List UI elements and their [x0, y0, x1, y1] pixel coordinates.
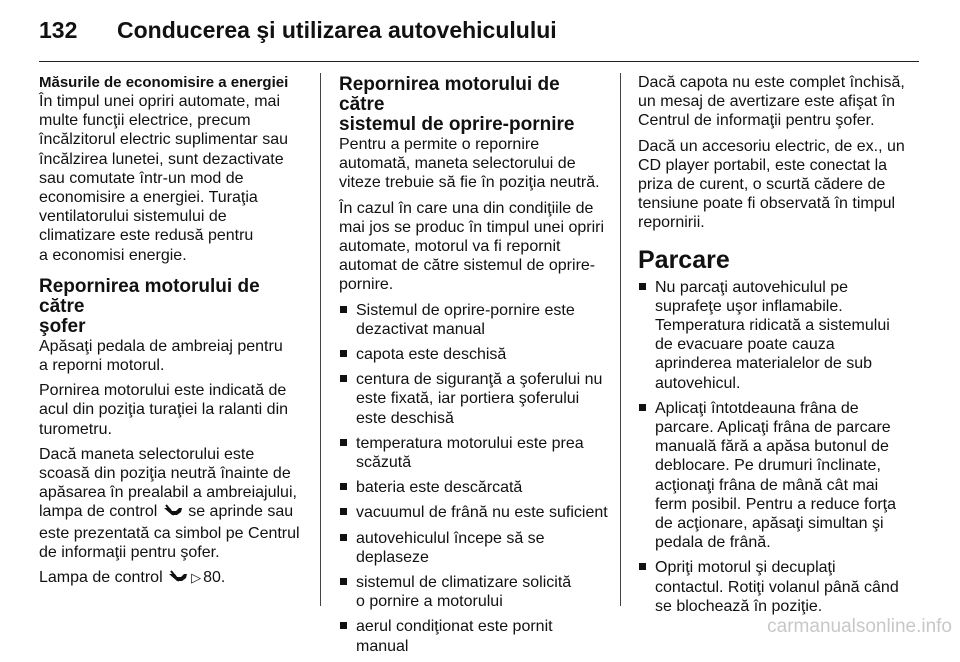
engine-autostop-lamp-icon — [162, 504, 184, 523]
page-number: 132 — [39, 17, 78, 43]
list-item-text: aerul condiţionat este pornit manual — [356, 618, 553, 655]
paragraph-control-lamp — [39, 568, 307, 589]
heading-energy-saving: Măsurile de economisire a energiei — [39, 74, 289, 91]
list-item-text: temperatura motorului este prea scăzută — [356, 434, 584, 472]
column-divider — [320, 73, 321, 606]
list-item — [339, 478, 609, 497]
paragraph-restart-indicated: Pornirea motorului este indicată de acul din poziţia turaţiei la ralanti din turometru. — [39, 382, 289, 438]
list-item — [339, 370, 609, 428]
list-item-text: sistemul de climatizare solicită o pornire a motorului — [356, 574, 572, 611]
bullet-icon — [340, 578, 347, 585]
bullet-icon — [639, 563, 646, 570]
parking-list — [638, 278, 923, 616]
list-item-text: Sistemul de oprire-pornire este dezactivat manual — [356, 301, 575, 338]
list-item-text: Nu parcaţi autovehiculul pe suprafeţe uşor inflamabile. Temperatura ridicată a sistemului de evacuare poate cauza aprinderea materialelor de sub autovehicul. — [655, 278, 890, 392]
text-segment: Dacă maneta selectorului este scoasă din poziţia neutră înainte de apăsarea în prealabil a ambreiajului, lampa de control — [39, 445, 297, 521]
bullet-icon — [639, 283, 646, 290]
list-item — [339, 345, 609, 364]
paragraph-electric-accessory: Dacă un accesoriu electric, de ex., un CD player portabil, este conectat la priza de curent, o scurtă cădere de tensiune poate fi observată în timpul repornirii. — [638, 137, 905, 232]
list-item — [638, 278, 923, 393]
page-reference[interactable]: 80. — [203, 569, 226, 587]
column-divider — [620, 73, 621, 606]
list-item-text: Opriţi motorul şi decuplaţi contactul. Rotiţi volanul până când se blochează în poziţie. — [655, 559, 899, 615]
list-item-text: bateria este descărcată — [356, 479, 523, 497]
header-divider — [39, 61, 919, 62]
bullet-icon — [340, 508, 347, 515]
bullet-icon — [340, 375, 347, 382]
bullet-icon — [340, 622, 347, 629]
paragraph-hood-warning: Dacă capota nu este complet închisă, un mesaj de avertizare este afişat în Centrul de informaţii pentru şofer. — [638, 74, 905, 130]
list-item — [339, 301, 609, 339]
list-item — [339, 529, 609, 567]
restart-conditions-list — [339, 301, 609, 656]
list-item — [339, 503, 609, 522]
list-item-text: vacuumul de frână nu este suficient — [356, 504, 608, 522]
heading-parking: Parcare — [638, 245, 730, 274]
reference-arrow-icon: ▷ — [191, 570, 202, 586]
watermark: carmanualsonline.info — [767, 616, 952, 637]
page-header — [39, 10, 919, 50]
paragraph-neutral-position: Pentru a permite o repornire automată, maneta selectorului de viteze trebuie să fie în poziţia neutră. — [339, 136, 600, 192]
heading-driver-restart: Repornirea motorului de către şofer — [39, 275, 260, 337]
bullet-icon — [340, 439, 347, 446]
list-item-text: capota este deschisă — [356, 346, 507, 364]
column-right — [638, 73, 923, 622]
page-title: Conducerea şi utilizarea autovehiculului — [117, 17, 557, 43]
bullet-icon — [639, 404, 646, 411]
bullet-icon — [340, 306, 347, 313]
list-item-text: autovehiculul începe să se deplaseze — [356, 529, 545, 566]
text-segment: se aprinde sau este prezentată ca simbol pe Centrul de informaţii pentru şofer. — [39, 503, 300, 561]
heading-system-restart: Repornirea motorului de către sistemul de oprire-pornire — [339, 74, 575, 135]
list-item — [638, 399, 923, 553]
column-middle — [339, 73, 609, 662]
bullet-icon — [340, 483, 347, 490]
list-item — [638, 558, 923, 616]
list-item — [339, 573, 609, 611]
paragraph-selector-lever — [39, 445, 307, 562]
list-item — [339, 617, 609, 655]
paragraph-press-clutch: Apăsaţi pedala de ambreiaj pentru a reporni motorul. — [39, 337, 283, 375]
bullet-icon — [340, 534, 347, 541]
bullet-icon — [340, 350, 347, 357]
column-left — [39, 73, 307, 595]
paragraph-restart-conditions: În cazul în care una din condiţiile de mai jos se produc în timpul unei opriri automate, motorul va fi repornit automat de către sistemul de oprire- pornire. — [339, 199, 605, 294]
list-item-text: Aplicaţi întotdeauna frâna de parcare. Aplicaţi frâna de parcare manuală fără a apăsa butonul de deblocare. Pe drumuri înclinate, acţionaţi frâna de mână cât mai ferm posibil. Pentru a reduce forţa de acţionare, apăsaţi simultan şi pedala de frână. — [655, 399, 897, 552]
paragraph-energy-saving: În timpul unei opriri automate, mai multe funcţii electrice, precum încălzitorul electric suplimentar sau încălzirea lunetei, sunt dezactivate sau comutate într-un mod de economisire a energiei. Turaţia ventilatorului sistemului de climatizare este redusă pentru a economisi energie. — [39, 93, 288, 264]
list-item — [339, 434, 609, 472]
list-item-text: centura de siguranţă a şoferului nu este fixată, iar portiera şoferului este deschisă — [356, 371, 603, 427]
engine-autostop-lamp-icon — [167, 570, 189, 589]
text-segment: Lampa de control — [39, 569, 163, 587]
